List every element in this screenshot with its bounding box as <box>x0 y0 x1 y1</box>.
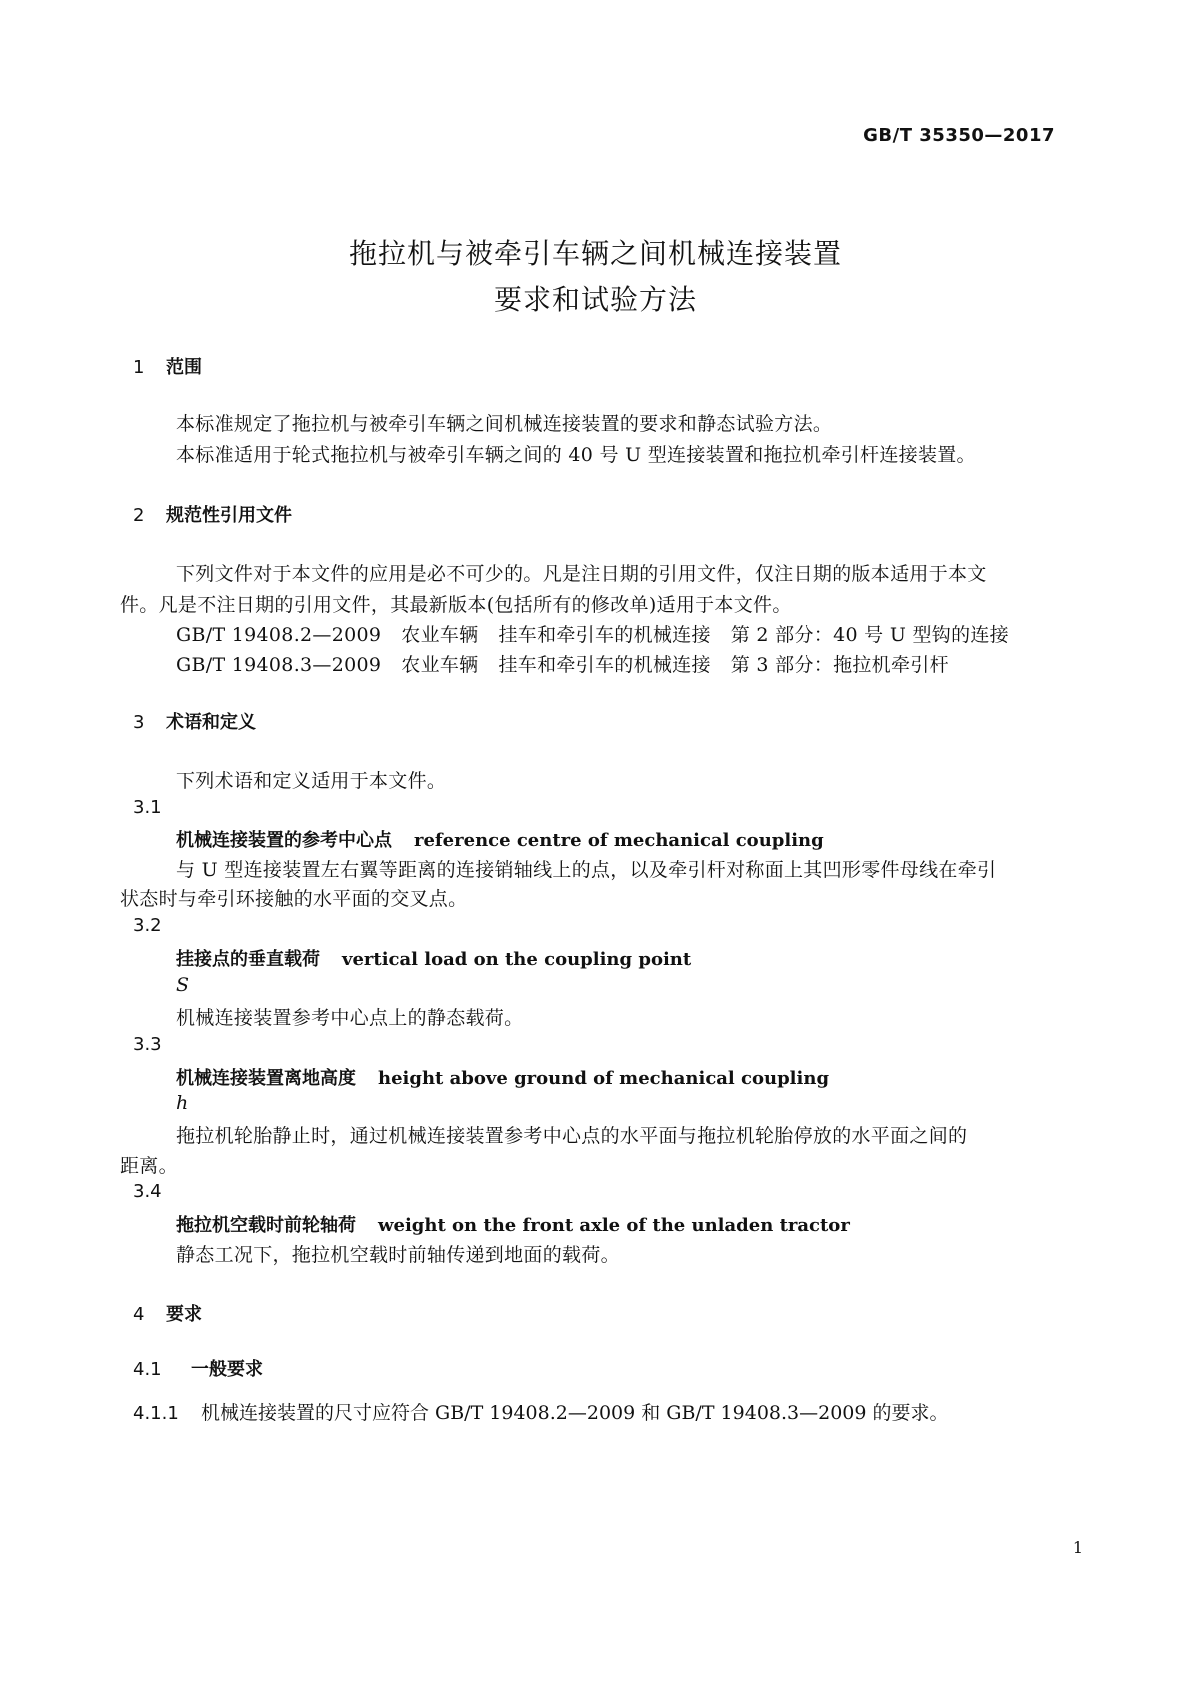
normative-reference: GB/T 19408.3—2009 农业车辆 挂车和牵引车的机械连接 第 3 部分：拖拉机牵引杆 <box>176 654 949 676</box>
section-1-heading <box>133 353 202 379</box>
subsection-4-1-heading <box>133 1355 263 1381</box>
paragraph: 下列术语和定义适用于本文件。 <box>176 770 447 792</box>
title-line-1: 拖拉机与被牵引车辆之间机械连接装置 <box>348 237 842 270</box>
subsection-number: 4.1 <box>133 1359 162 1380</box>
section-2-heading <box>133 501 292 527</box>
section-number: 1 <box>133 357 145 378</box>
term-number: 3.3 <box>133 1034 162 1055</box>
term-definition-continued: 状态时与牵引环接触的水平面的交叉点。 <box>120 888 468 910</box>
paragraph-continued: 件。凡是不注日期的引用文件，其最新版本(包括所有的修改单)适用于本文件。 <box>120 594 792 616</box>
term-symbol: h <box>176 1092 189 1114</box>
paragraph: 本标准适用于轮式拖拉机与被牵引车辆之间的 40 号 U 型连接装置和拖拉机牵引杆连接装置。 <box>176 444 976 466</box>
term-number: 3.2 <box>133 915 162 936</box>
paragraph: 本标准规定了拖拉机与被牵引车辆之间机械连接装置的要求和静态试验方法。 <box>176 413 833 435</box>
term-symbol: S <box>176 974 190 996</box>
section-title: 范围 <box>166 357 202 378</box>
section-number: 4 <box>133 1304 145 1325</box>
section-3-heading <box>133 708 256 734</box>
section-title: 术语和定义 <box>166 712 256 733</box>
section-title: 要求 <box>166 1304 202 1325</box>
term-number: 3.4 <box>133 1181 162 1202</box>
term-definition: 与 U 型连接装置左右翼等距离的连接销轴线上的点，以及牵引杆对称面上其凹形零件母线在牵引 <box>176 859 997 881</box>
section-title: 规范性引用文件 <box>166 505 292 526</box>
title-line-2: 要求和试验方法 <box>493 283 697 316</box>
term-number: 3.1 <box>133 797 162 818</box>
clause-text: 机械连接装置的尺寸应符合 GB/T 19408.2—2009 和 GB/T 19408.3—2009 的要求。 <box>201 1402 949 1424</box>
paragraph: 下列文件对于本文件的应用是必不可少的。凡是注日期的引用文件，仅注日期的版本适用于本文 <box>176 563 987 585</box>
clause-4-1-1 <box>133 1398 949 1425</box>
section-4-heading <box>133 1300 202 1326</box>
term-title: 机械连接装置离地高度 height above ground of mechanical coupling <box>176 1068 830 1089</box>
page-number: 1 <box>1072 1538 1083 1557</box>
standard-code: GB/T 35350—2017 <box>863 125 1055 146</box>
section-number: 2 <box>133 505 145 526</box>
subsection-title: 一般要求 <box>191 1359 263 1380</box>
term-title: 拖拉机空载时前轮轴荷 weight on the front axle of the unladen tractor <box>176 1215 850 1236</box>
term-definition-continued: 距离。 <box>120 1155 178 1177</box>
section-number: 3 <box>133 712 145 733</box>
term-title: 机械连接装置的参考中心点 reference centre of mechanical coupling <box>176 830 824 851</box>
term-definition: 拖拉机轮胎静止时，通过机械连接装置参考中心点的水平面与拖拉机轮胎停放的水平面之间的 <box>176 1125 968 1147</box>
term-title: 挂接点的垂直载荷 vertical load on the coupling point <box>176 949 692 970</box>
term-definition: 静态工况下，拖拉机空载时前轴传递到地面的载荷。 <box>176 1244 620 1266</box>
normative-reference: GB/T 19408.2—2009 农业车辆 挂车和牵引车的机械连接 第 2 部分：40 号 U 型钩的连接 <box>176 624 1009 646</box>
term-definition: 机械连接装置参考中心点上的静态载荷。 <box>176 1007 524 1029</box>
clause-number: 4.1.1 <box>133 1403 179 1424</box>
